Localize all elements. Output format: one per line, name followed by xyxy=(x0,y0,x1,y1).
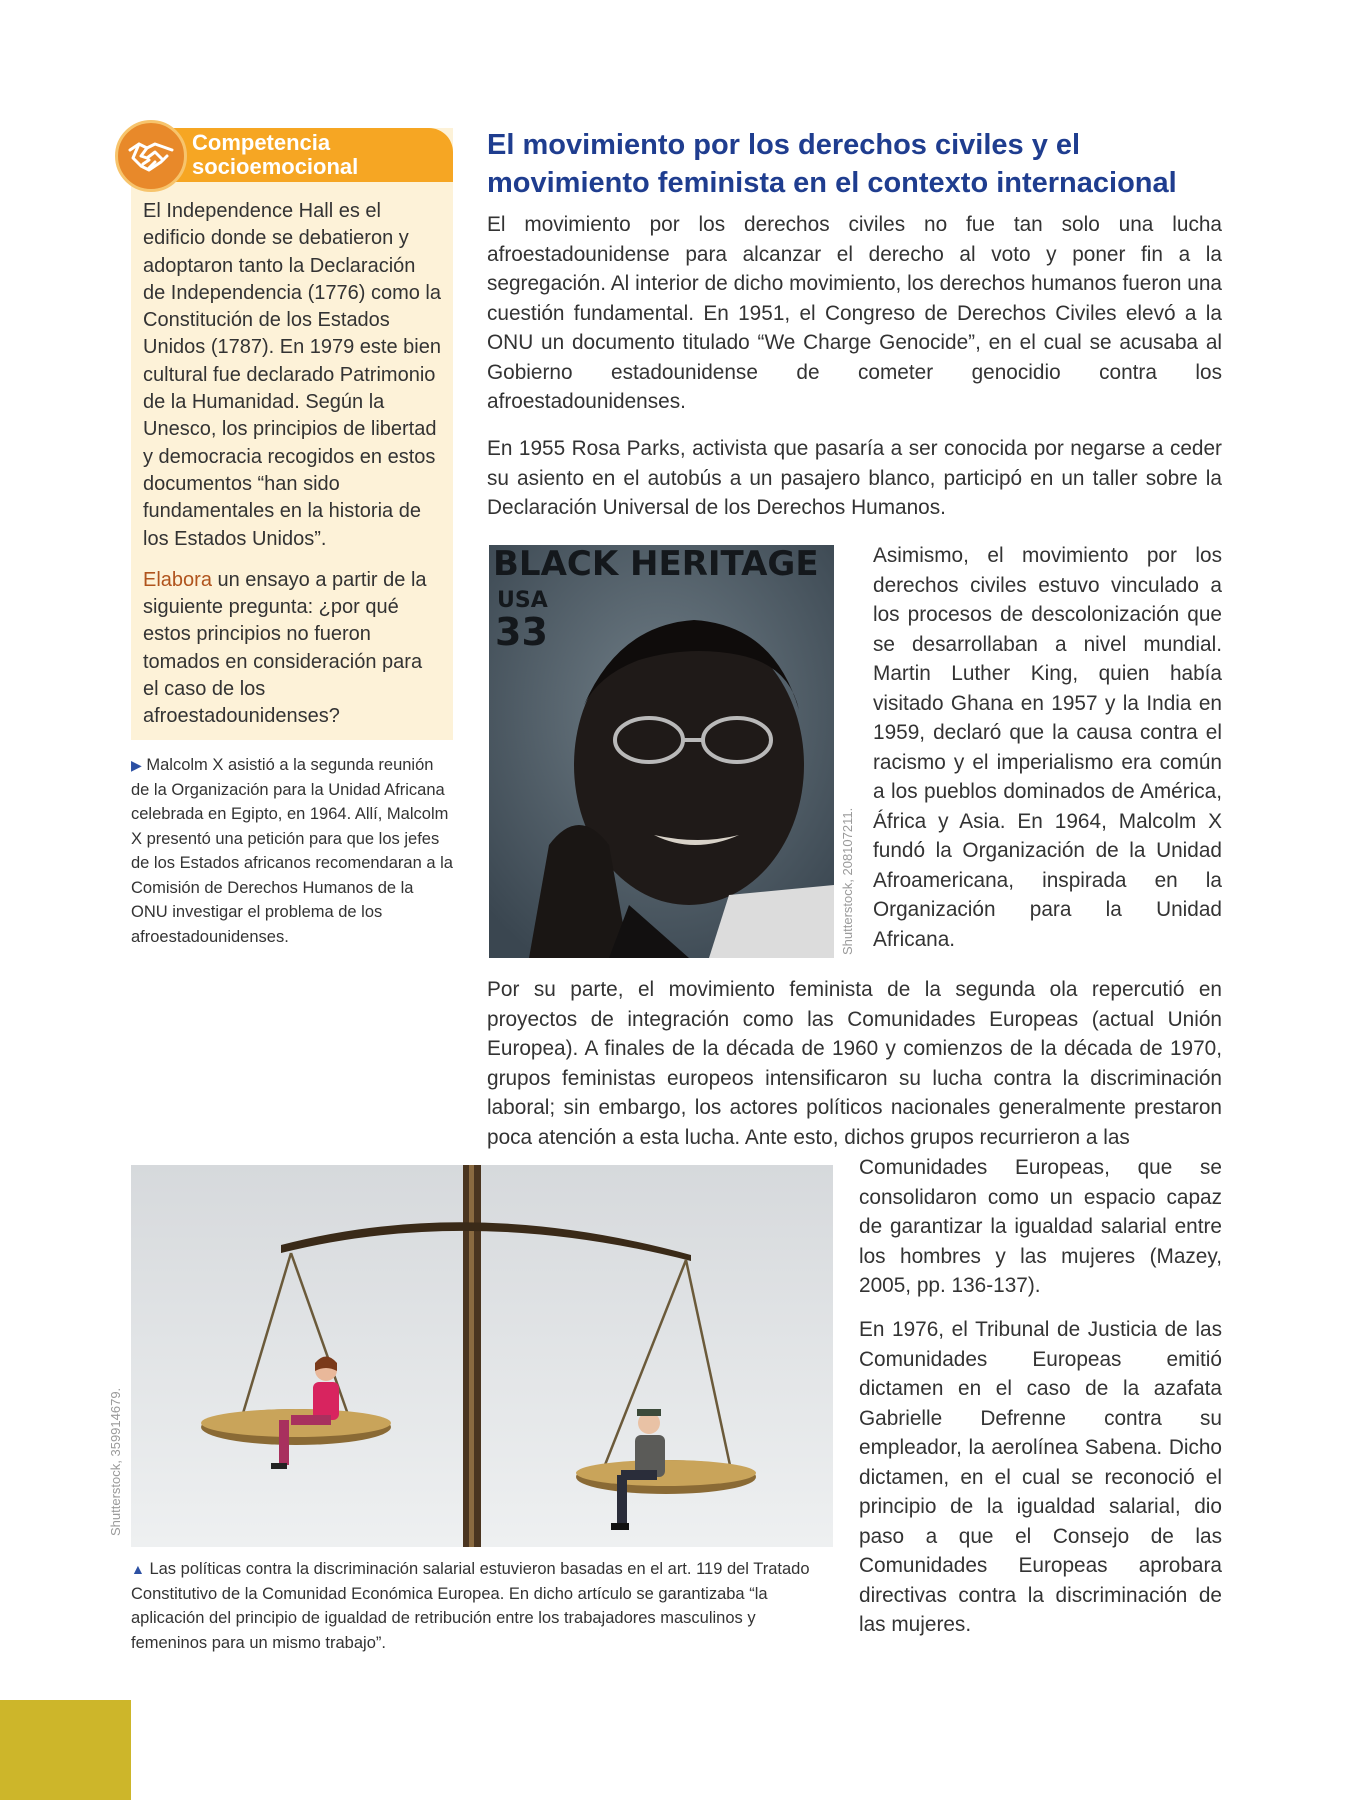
scale-image xyxy=(131,1165,833,1547)
caption-scale xyxy=(131,1557,821,1655)
task-text: un ensayo a partir de la siguiente pregunta: ¿por qué estos principios no fueron tomados en consideración para el caso de los afroestadounidenses? xyxy=(143,568,427,728)
competencia-title-line1: Competencia xyxy=(192,130,331,155)
caption-scale-marker-icon: ▲ xyxy=(131,1561,145,1577)
photo1-credit: Shutterstock, 208107211. xyxy=(840,807,855,955)
competencia-badge xyxy=(115,120,187,192)
caption-scale-text: Las políticas contra la discriminación salarial estuvieron basadas en el art. 119 del Tratado Constitutivo de la Comunidad Económica Europea. En dicho artículo se garantizaba “la aplicación del principio de igualdad de retribución entre los trabajadores masculinos y femeninos para un mismo trabajo”. xyxy=(131,1560,810,1652)
photo2-credit: Shutterstock, 359914679. xyxy=(108,1387,123,1536)
page-number-strip xyxy=(0,1700,131,1800)
paragraph-1: El movimiento por los derechos civiles no fue tan solo una lucha afroestadounidense para alcanzar el derecho al voto y poner fin a la segregación. Al interior de dicho movimiento, los derechos humanos fueron una cuestión fundamental. En 1951, el Congreso de Derechos Civiles elevó a la ONU un documento titulado “We Charge Genocide”, en el cual se acusaba al Gobierno estadounidense de cometer genocidio contra los afroestadounidenses. xyxy=(487,213,1222,413)
malcolm-stamp-image xyxy=(489,545,834,958)
paragraph-3: Asimismo, el movimiento por los derechos civiles estuvo vinculado a los procesos de descolonización que se desarrollaban a nivel mundial. Martin Luther King, quien había visitado Ghana en 1957 y la India en 1959, declaró que la causa contra el racismo y el imperialismo era común a los pueblos dominados de América, África y Asia. En 1964, Malcolm X fundó la Organización de la Unidad Afroamericana, inspirada en la Organización para la Unidad Africana. xyxy=(873,544,1222,951)
task-keyword: Elabora xyxy=(143,568,212,591)
paragraph-5: Comunidades Europeas, que se consolidaron como un espacio capaz de garantizar la igualdad salarial entre los hombres y las mujeres (Mazey, 2005, pp. 136-137). xyxy=(859,1156,1222,1297)
section-heading: El movimiento por los derechos civiles y el movimiento feminista en el contexto internacional xyxy=(487,129,1177,199)
stamp-value: 33 xyxy=(495,610,548,654)
stamp-top-text: BLACK HERITAGE xyxy=(493,545,819,584)
competencia-paragraph: El Independence Hall es el edificio donde se debatieron y adoptaron tanto la Declaración de Independencia (1776) como la Constitución de los Estados Unidos (1787). En 1979 este bien cultural fue declarado Patrimonio de la Humanidad. Según la Unesco, los principios de libertad y democracia recogidos en estos documentos “han sido fundamentales en la historia de los Estados Unidos”. xyxy=(143,200,441,550)
handshake-icon xyxy=(127,136,175,176)
page-number: 144 xyxy=(70,1682,104,1704)
stamp-country: USA xyxy=(497,588,548,613)
competencia-task xyxy=(143,567,443,731)
caption-malcolm-text: Malcolm X asistió a la segunda reunión de la Organización para la Unidad Africana celebrada en Egipto, en 1964. Allí, Malcolm X presentó una petición para que los jefes de los Estados africanos recomendaran a la Comisión de Derechos Humanos de la ONU investigar el problema de los afroestadounidenses. xyxy=(131,756,453,946)
paragraph-4: Por su parte, el movimiento feminista de la segunda ola repercutió en proyectos de integración como las Comunidades Europeas (actual Unión Europea). A finales de la década de 1960 y comienzos de la década de 1970, grupos feministas europeos intensificaron su lucha contra la discriminación laboral; sin embargo, los actores políticos nacionales generalmente prestaron poca atención a esta lucha. Ante esto, dichos grupos recurrieron a las xyxy=(487,978,1222,1149)
malcolm-stamp-photo xyxy=(489,545,834,958)
competencia-title-line2: socioemocional xyxy=(192,154,359,179)
caption-marker-icon: ▶ xyxy=(131,757,142,773)
caption-malcolm xyxy=(131,753,453,949)
paragraph-2: En 1955 Rosa Parks, activista que pasaría a ser conocida por negarse a ceder su asiento en el autobús a un pasajero blanco, participó en un taller sobre la Declaración Universal de los Derechos Humanos. xyxy=(487,437,1222,519)
scale-photo xyxy=(131,1165,833,1547)
paragraph-6: En 1976, el Tribunal de Justicia de las Comunidades Europeas emitió dictamen en el caso de la azafata Gabrielle Defrenne contra su empleador, la aerolínea Sabena. Dicho dictamen, en el cual se reconoció el principio de la igualdad salarial, dio paso a que el Consejo de las Comunidades Europeas aprobara directivas contra la discriminación de las mujeres. xyxy=(859,1318,1222,1636)
competencia-title xyxy=(192,131,452,179)
competencia-body xyxy=(143,198,443,745)
